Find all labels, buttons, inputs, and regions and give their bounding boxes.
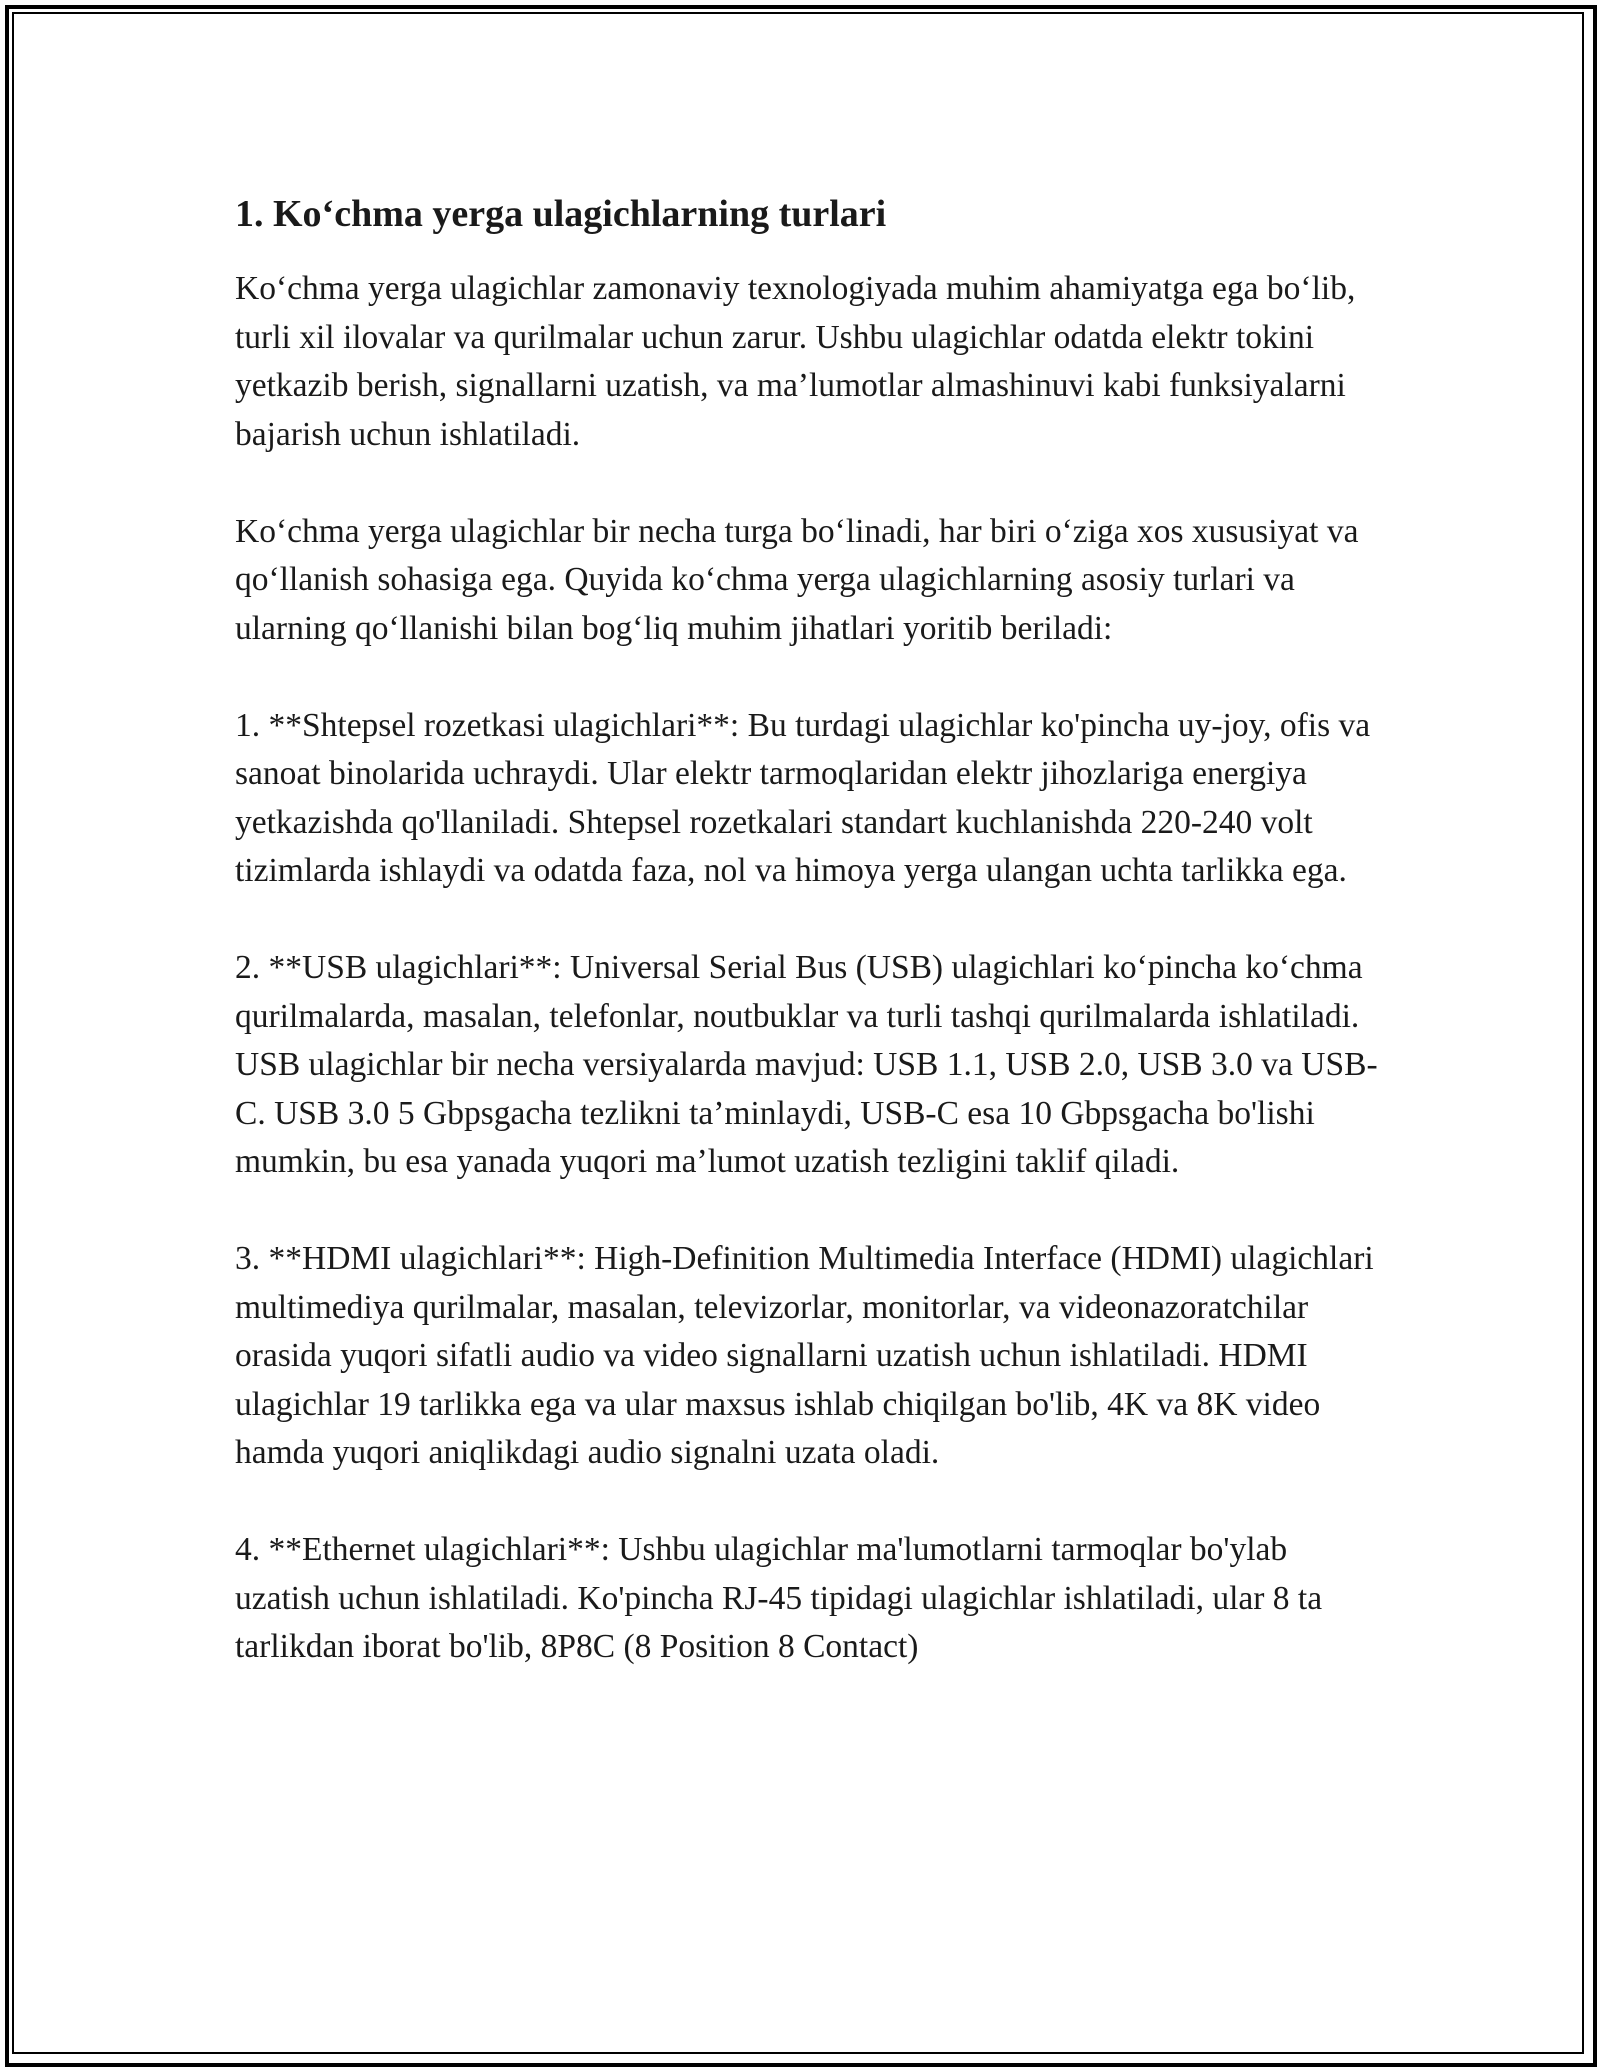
paragraph-shtepsel: 1. **Shtepsel rozetkasi ulagichlari**: Bu turdagi ulagichlar ko'pincha uy-joy, ofis va sanoat binolarida uchraydi. Ular elektr tarmoqlaridan elektr jihozlariga energiya yetkazishda qo'llaniladi. Shtepsel rozetkalari standart kuchlanishda 220-240 volt tizimlarda ishlaydi va odatda faza, nol va himoya yerga ulangan uchta tarlikka ega. xyxy=(235,706,1371,889)
document-body xyxy=(235,185,1385,1672)
paragraph-overview: Ko‘chma yerga ulagichlar bir necha turga bo‘linadi, har biri o‘ziga xos xususiyat va qo‘llanish sohasiga ega. Quyida ko‘chma yerga ulagichlarning asosiy turlari va ularning qo‘llanishi bilan bog‘liq muhim jihatlari yoritib beriladi: xyxy=(235,512,1359,647)
paragraph-hdmi: 3. **HDMI ulagichlari**: High-Definition Multimedia Interface (HDMI) ulagichlari multimediya qurilmalar, masalan, televizorlar, monitorlar, va videonazoratchilar orasida yuqori sifatli audio va video signallarni uzatish uchun ishlatiladi. HDMI ulagichlar 19 tarlikka ega va ular maxsus ishlab chiqilgan bo'lib, 4K va 8K video hamda yuqori aniqlikdagi audio signalni uzata oladi. xyxy=(235,1240,1374,1471)
document-title: 1. Ko‘chma yerga ulagichlarning turlari xyxy=(235,193,887,235)
paragraph-usb: 2. **USB ulagichlari**: Universal Serial Bus (USB) ulagichlari ko‘pincha ko‘chma qurilmalarda, masalan, telefonlar, noutbuklar va turli tashqi qurilmalarda ishlatiladi. USB ulagichlar bir necha versiyalarda mavjud: USB 1.1, USB 2.0, USB 3.0 va USB-C. USB 3.0 5 Gbpsgacha tezlikni ta’minlaydi, USB-C esa 10 Gbpsgacha bo'lishi mumkin, bu esa yanada yuqori ma’lumot uzatish tezligini taklif qiladi. xyxy=(235,949,1378,1180)
paragraph-intro: Ko‘chma yerga ulagichlar zamonaviy texnologiyada muhim ahamiyatga ega bo‘lib, turli xil ilovalar va qurilmalar uchun zarur. Ushbu ulagichlar odatda elektr tokini yetkazib berish, signallarni uzatish, va ma’lumotlar almashinuvi kabi funksiyalarni bajarish uchun ishlatiladi. xyxy=(235,270,1356,453)
paragraph-ethernet: 4. **Ethernet ulagichlari**: Ushbu ulagichlar ma'lumotlarni tarmoqlar bo'ylab uzatish uchun ishlatiladi. Ko'pincha RJ-45 tipidagi ulagichlar ishlatiladi, ular 8 ta tarlikdan iborat bo'lib, 8P8C (8 Position 8 Contact) xyxy=(235,1531,1323,1665)
